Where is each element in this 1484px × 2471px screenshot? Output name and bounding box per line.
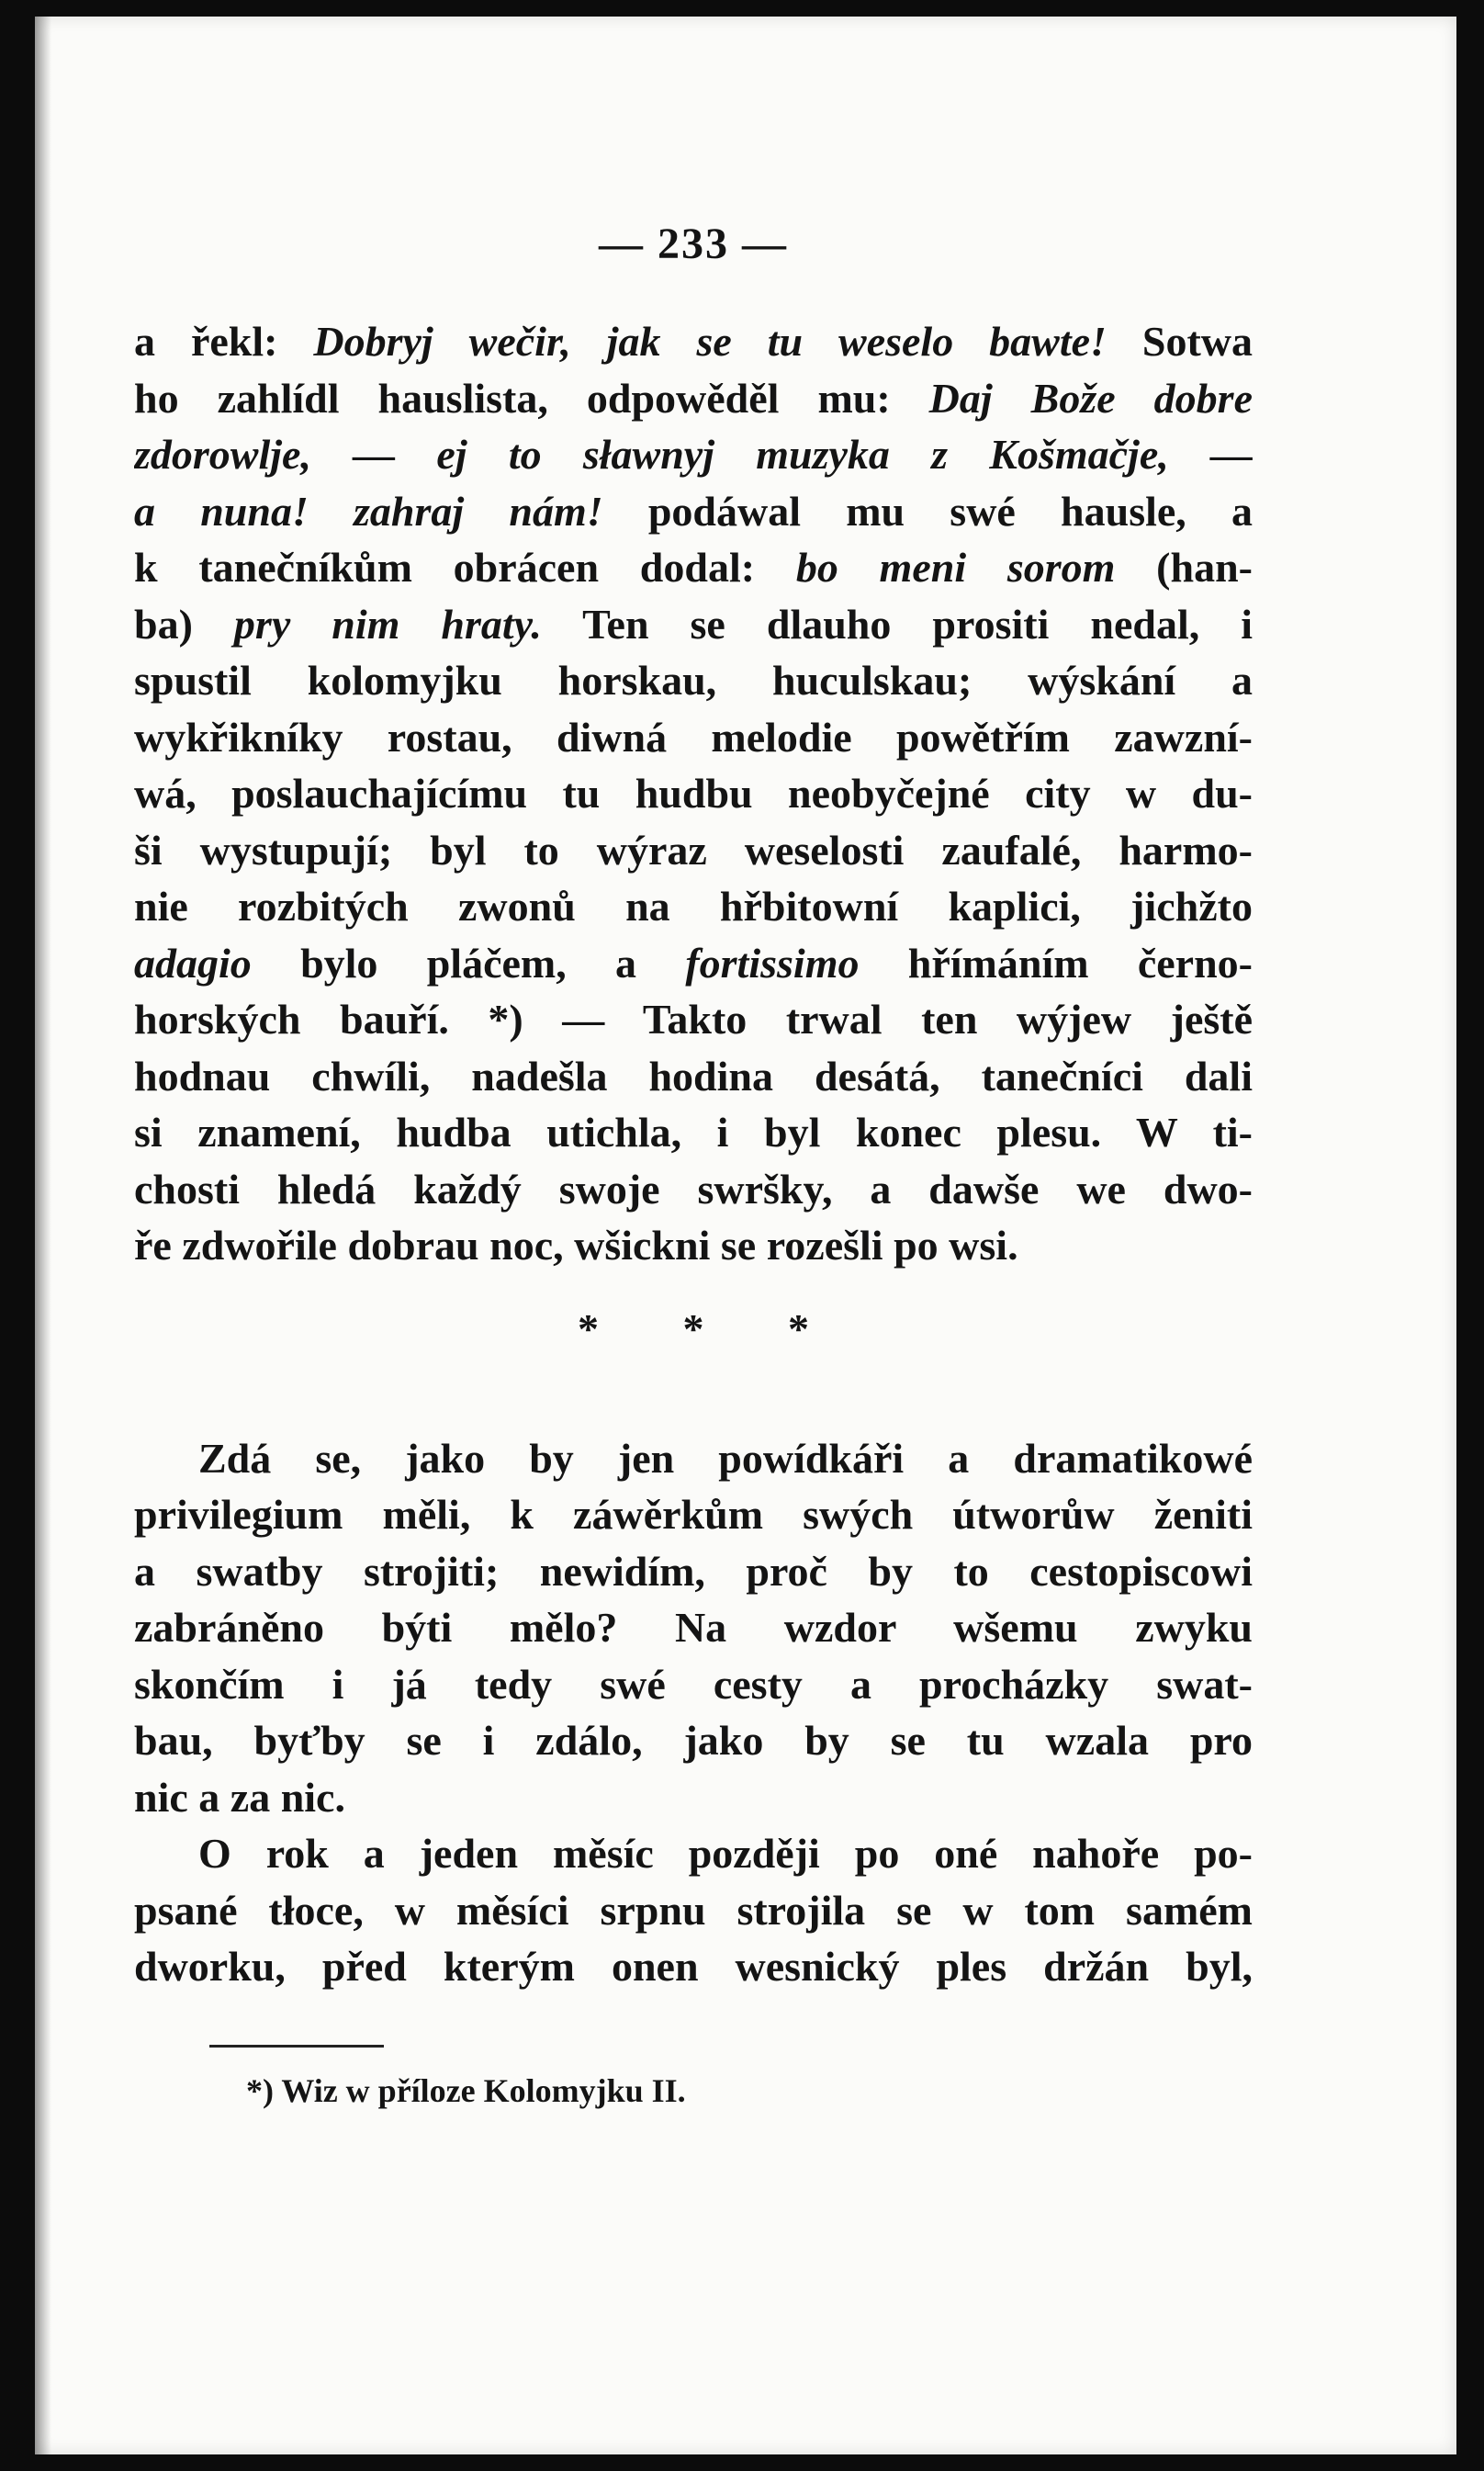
text-segment: hodnau chwíli, nadešla hodina desátá, tanečníci dali <box>134 1052 1253 1100</box>
text-line <box>134 991 1253 1048</box>
separator-gap <box>134 1403 1253 1430</box>
page-number: — 233 — <box>599 220 788 268</box>
text-segment: chosti hledá každý swoje swršky, a dawše we dwo- <box>134 1165 1253 1213</box>
text-line <box>134 483 1253 540</box>
text-line: bau, byťby se i zdálo, jako by se tu wzala pro <box>134 1717 1253 1764</box>
text-line <box>134 539 1253 596</box>
text-segment: adagio <box>134 939 252 987</box>
text-segment: Daj Bože dobre <box>928 374 1253 422</box>
text-line <box>134 370 1253 427</box>
text-line <box>134 822 1253 879</box>
text-segment: Sotwa <box>1106 318 1253 365</box>
text-segment: Dobryj wečir, jak se tu weselo bawte! <box>313 318 1107 365</box>
text-line <box>134 1217 1253 1274</box>
page-content <box>134 219 1253 2110</box>
text-line: zabráněno býti mělo? Na wzdor wšemu zwyku <box>134 1604 1253 1651</box>
text-segment: a řekl: <box>134 318 314 365</box>
text-line: psané tłoce, w měsíci srpnu strojila se w tom samém <box>134 1886 1253 1934</box>
text-segment: spustil kolomyjku horskau, huculskau; wýskání a <box>134 657 1253 704</box>
text-line: nic a za nic. <box>134 1773 345 1821</box>
text-line <box>134 1104 1253 1161</box>
text-segment: a nuna! zahraj nám! <box>134 487 603 535</box>
text-line <box>134 596 1253 653</box>
footnote: *) Wiz w příloze Kolomyjku II. <box>246 2071 686 2109</box>
text-segment: ši wystupují; byl to wýraz weselosti zaufalé, harmo- <box>134 826 1253 874</box>
text-line <box>134 765 1253 822</box>
text-line: a swatby strojiti; newidím, proč by to cestopiscowi <box>134 1547 1253 1595</box>
text-line: dworku, před kterým onen wesnický ples držán byl, <box>134 1943 1253 1990</box>
text-segment: hřímáním černo- <box>859 939 1253 987</box>
paragraph-wedding-begin <box>134 1825 1253 1995</box>
text-line <box>134 935 1253 992</box>
text-segment: ba) <box>134 600 234 648</box>
text-segment: k tanečníkům obrácen dodal: <box>134 544 796 591</box>
section-separator: * * * <box>578 1304 846 1352</box>
text-segment: ho zahlídl hauslista, odpowěděl mu: <box>134 374 929 422</box>
text-segment: pry nim hraty. <box>233 600 542 648</box>
text-segment: bylo pláčem, a <box>251 939 686 987</box>
text-segment: podáwal mu swé hausle, a <box>602 487 1253 535</box>
text-line <box>134 878 1253 935</box>
spine-shadow <box>35 17 51 2454</box>
text-segment: (han- <box>1115 544 1253 591</box>
text-segment: zdorowlje, — ej to sławnyj muzyka z Košmačje, — <box>134 431 1253 478</box>
text-segment: wykřikníky rostau, diwná melodie powětřím zawzní- <box>134 713 1253 761</box>
text-line: skončím i já tedy swé cesty a procházky swat- <box>134 1660 1253 1708</box>
text-segment: wá, poslauchajícímu tu hudbu neobyčejné city w du- <box>134 770 1253 817</box>
text-segment: fortissimo <box>685 939 860 987</box>
text-segment: nie rozbitých zwonů na hřbitowní kaplici, jichžto <box>134 883 1253 930</box>
text-segment: horských bauří. *) — Takto trwal ten wýjew ještě <box>134 996 1253 1043</box>
paragraph-wedding-intro <box>134 1430 1253 1826</box>
text-line <box>134 426 1253 483</box>
book-page <box>35 17 1456 2454</box>
text-line <box>134 1161 1253 1218</box>
text-line <box>134 1048 1253 1105</box>
text-segment: ře zdwořile dobrau noc, wšickni se rozešli po wsi. <box>134 1222 1018 1269</box>
text-line: Zdá se, jako by jen powídkáři a dramatikowé <box>198 1434 1253 1482</box>
text-segment: Ten se dlauho prositi nedal, i <box>541 600 1253 648</box>
text-line: O rok a jeden měsíc později po oné nahoře po- <box>198 1830 1253 1877</box>
footnote-rule <box>209 2045 384 2048</box>
text-line <box>134 652 1253 709</box>
text-line: privilegium měli, k záwěrkům swých útworůw ženiti <box>134 1491 1253 1538</box>
text-segment: si znamení, hudba utichla, i byl konec plesu. W ti- <box>134 1109 1253 1156</box>
text-segment: bo meni sorom <box>795 544 1116 591</box>
text-line <box>134 709 1253 766</box>
paragraph-dance-scene <box>134 313 1253 1274</box>
text-line <box>134 313 1253 370</box>
